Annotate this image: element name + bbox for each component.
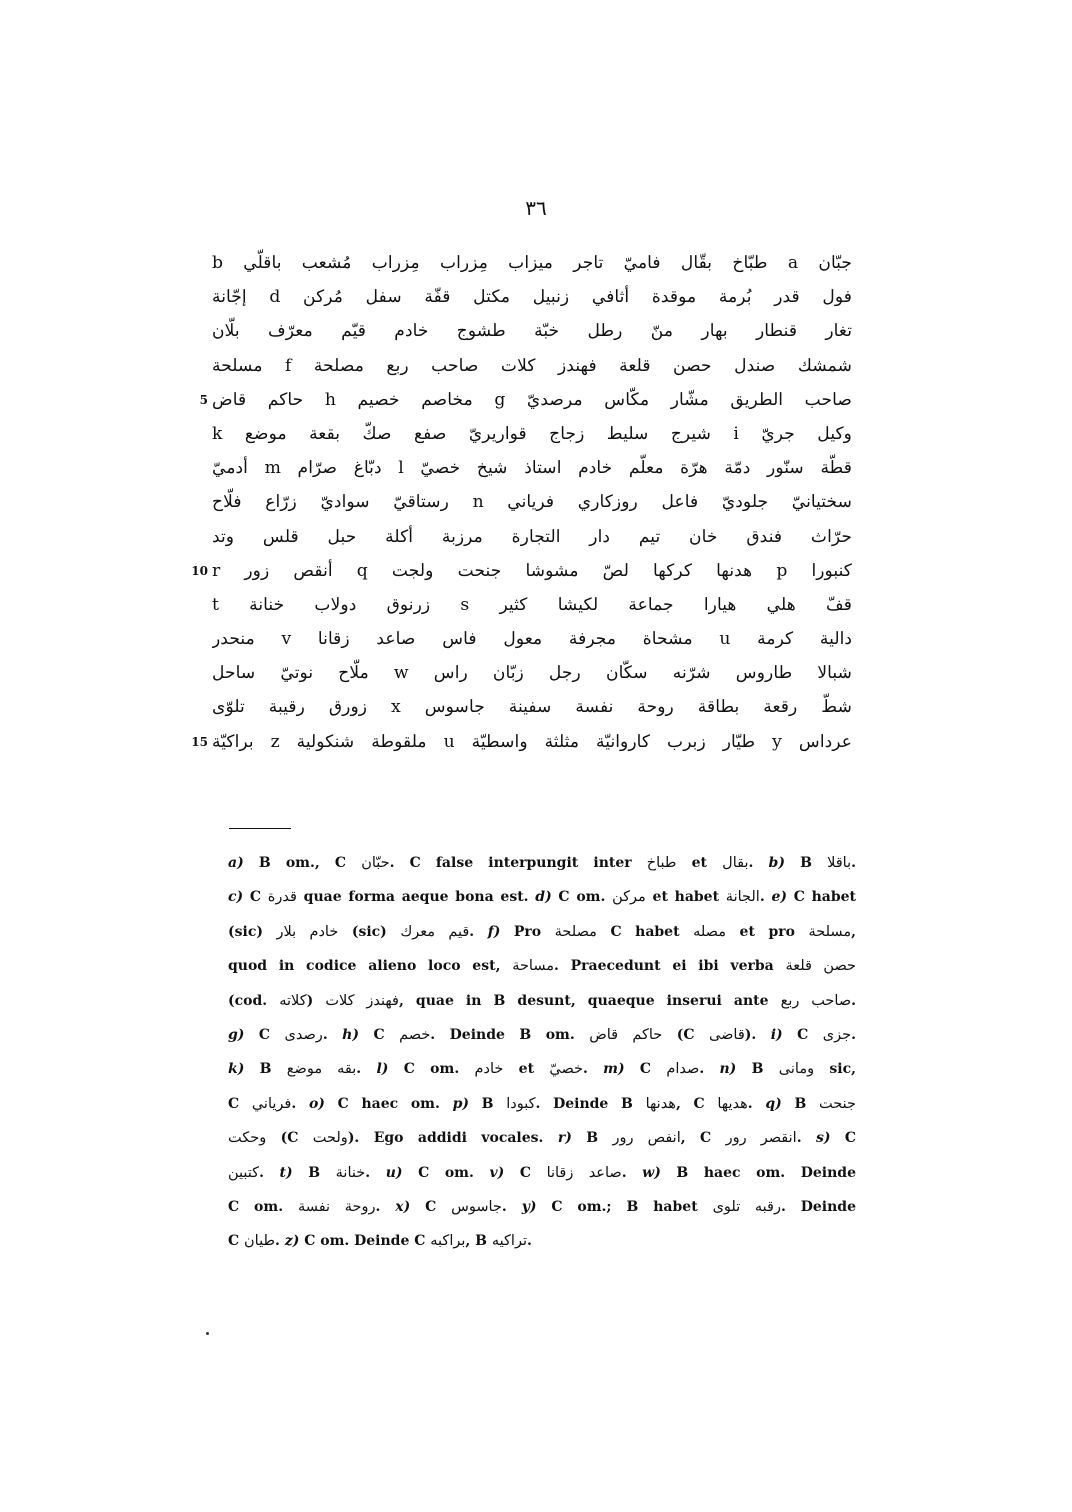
- page-speck: [206, 1332, 209, 1335]
- arabic-term: خصيّ: [549, 1061, 583, 1078]
- note-text: B haec om. Deinde: [660, 1164, 856, 1181]
- arabic-term: ومانى: [778, 1061, 815, 1078]
- note-text: , B: [465, 1233, 492, 1250]
- footnote-marker: x): [395, 1198, 411, 1215]
- footnote-marker: y): [521, 1198, 537, 1215]
- arabic-term: خنانة: [335, 1164, 366, 1181]
- note-text: .: [365, 1164, 386, 1181]
- arabic-term: طباخ: [646, 855, 677, 871]
- note-text: C om.; B habet: [536, 1198, 713, 1215]
- note-text: et pro: [726, 923, 809, 940]
- arabic-term: مصلحة: [554, 923, 597, 940]
- note-text: Pro: [500, 923, 555, 940]
- note-text: .: [851, 992, 856, 1009]
- note-text: C: [228, 1233, 245, 1250]
- footnote-marker: z): [284, 1233, 300, 1250]
- note-text: B: [784, 855, 828, 871]
- text-line: شمشك صندل حصن قلعة فهندز كلات صاحب ربع مصلحة f مسلحة: [212, 355, 852, 376]
- arabic-term: حصن قلعة: [785, 958, 856, 975]
- footnote-marker: c): [228, 889, 244, 906]
- note-text: B: [736, 1061, 779, 1078]
- text-line: قطّة سنّور دمّة هرّة معلّم خادم استاذ شيخ خصيّ l دبّاغ صرّام m أدميّ: [212, 458, 852, 479]
- arabic-term: صاحب ربع: [780, 992, 852, 1009]
- footnote-line: [228, 846, 856, 880]
- arabic-term: بقه موضع: [286, 1061, 357, 1078]
- note-text: .: [759, 889, 772, 906]
- arabic-term: رقبه تلوى: [712, 1198, 781, 1215]
- note-text: . Praecedunt ei ibi verba: [554, 958, 786, 975]
- arabic-term: صدام: [666, 1061, 700, 1078]
- text-line: وكيل جريّ i شيرج سليط زجاج قواريريّ صفع صكّ بقعة موضع k: [212, 423, 852, 444]
- footnote-marker: m): [603, 1061, 625, 1078]
- arabic-term: قاضى: [709, 1026, 745, 1043]
- line-number: 15: [191, 734, 208, 749]
- footnote-marker: n): [719, 1061, 737, 1078]
- note-text: B: [571, 1130, 613, 1147]
- text-line: شبالا طاروس شرّنه سكّان رجل زبّان راس w ملّاح نوتيّ ساحل: [212, 663, 852, 684]
- footnote-line: [228, 880, 856, 914]
- note-text: (cod.: [228, 992, 280, 1009]
- footnote-marker: w): [642, 1164, 661, 1181]
- arabic-term: خادم بلار: [276, 923, 339, 940]
- footnote-line: [228, 1087, 856, 1121]
- note-text: C: [830, 1130, 856, 1147]
- note-text: C: [244, 1026, 285, 1043]
- note-text: .: [747, 1095, 766, 1112]
- arabic-term: انقصر رور: [725, 1130, 797, 1147]
- arabic-term: صاعد زقانا: [546, 1164, 622, 1181]
- footnote-line: [228, 1190, 856, 1224]
- arabic-term: مركن: [612, 889, 646, 906]
- arabic-term: قيم معرك: [400, 923, 470, 940]
- main-arabic-text: [212, 246, 852, 759]
- arabic-term: جاسوس: [451, 1198, 502, 1215]
- note-text: C habet: [596, 923, 694, 940]
- page-number: ٣٦: [525, 196, 547, 220]
- note-text: .: [291, 1095, 309, 1112]
- note-text: sic,: [814, 1061, 856, 1078]
- arabic-term: مساحة: [512, 958, 555, 975]
- note-text: C: [504, 1164, 547, 1181]
- note-text: ).: [744, 1026, 771, 1043]
- text-line: جبّان a طبّاخ بقّال فاميّ تاجر ميزاب مِزراب مِزراب مُشعب باقلّي b: [212, 253, 852, 273]
- note-text: C haec om.: [324, 1095, 453, 1112]
- note-text: quae forma aeque bona est.: [296, 889, 536, 906]
- footnote-marker: g): [228, 1026, 245, 1043]
- footnote-marker: b): [768, 855, 785, 871]
- note-text: .: [748, 855, 769, 871]
- text-line: شطّ رقعة بطاقة روحة نفسة سفينة جاسوس x زورق رقيبة تلوّى: [212, 697, 852, 718]
- arabic-term: جنحت: [819, 1095, 856, 1112]
- text-line: كنبورا p هدنها كركها لصّ مشوشا جنحت ولجت q أنقص زور r: [212, 560, 852, 581]
- footnote-line: [228, 1052, 856, 1086]
- footnote-line: [228, 1121, 856, 1155]
- note-text: C: [228, 1095, 252, 1112]
- note-text: .: [275, 1233, 285, 1250]
- note-text: B: [244, 1061, 287, 1078]
- footnote-divider: [229, 828, 291, 829]
- footnote-marker: e): [771, 889, 787, 906]
- arabic-term: بقال: [722, 855, 749, 871]
- arabic-term: خصم: [399, 1026, 431, 1043]
- note-text: (C: [662, 1026, 709, 1043]
- note-text: , C: [680, 1130, 726, 1147]
- note-text: .: [259, 1164, 280, 1181]
- note-text: C om. Deinde C: [299, 1233, 431, 1250]
- note-text: .: [699, 1061, 720, 1078]
- note-text: .: [501, 1198, 522, 1215]
- arabic-term: فرياني: [251, 1095, 292, 1112]
- arabic-term: باقلا: [827, 855, 852, 871]
- note-text: ). Ego addidi vocales.: [347, 1130, 558, 1147]
- note-text: , quae in B desunt, quaeque inserui ante: [398, 992, 781, 1009]
- note-text: .: [621, 1164, 643, 1181]
- note-text: . Deinde B: [535, 1095, 646, 1112]
- text-line: قفّ هلي هيارا جماعة لكيشا كثير s زرنوق دولاب خنانة t: [212, 594, 852, 615]
- note-text: .: [469, 923, 488, 940]
- note-text: .: [322, 1026, 343, 1043]
- footnote-marker: r): [557, 1130, 572, 1147]
- note-text: (sic): [338, 923, 401, 940]
- text-line: دالية كرمة u مشحاة مجرفة معول فاس صاعد زقانا v منحدر: [212, 629, 852, 650]
- footnote-line: [228, 984, 856, 1018]
- arabic-term: كبودا: [506, 1095, 536, 1112]
- arabic-term: كلاته: [279, 992, 307, 1009]
- footnote-marker: o): [308, 1095, 325, 1112]
- note-text: .: [582, 1061, 604, 1078]
- text-line: صاحب الطريق مشّار مكّاس مرصديّ g مخاصم خصيم h حاكم قاض: [212, 389, 852, 410]
- arabic-term: مسلحة: [808, 923, 852, 940]
- note-text: C: [782, 1026, 823, 1043]
- arabic-term: هديها: [717, 1095, 748, 1112]
- note-text: ,: [851, 923, 856, 940]
- footnote-marker: l): [376, 1061, 389, 1078]
- note-text: B: [292, 1164, 336, 1181]
- text-line: سختيانيّ جلوديّ فاعل روزكاري فرياني n رستاقيّ سواديّ زرّاع فلّاح: [212, 492, 852, 513]
- footnote-marker: h): [342, 1026, 359, 1043]
- footnote-marker: t): [279, 1164, 293, 1181]
- note-text: C om.: [402, 1164, 490, 1181]
- note-text: .: [356, 1061, 377, 1078]
- footnote-marker: a): [228, 855, 244, 871]
- note-text: . Deinde: [780, 1198, 856, 1215]
- arabic-term: خادم: [474, 1061, 504, 1078]
- note-text: et: [503, 1061, 550, 1078]
- arabic-term: فهندز كلات: [325, 992, 399, 1009]
- text-line: عرداس y طيّار زبرب كاروانيّة مثلثة واسطيّة u ملقوطة شنكولية z براكيّة: [212, 731, 852, 752]
- note-text: C: [358, 1026, 400, 1043]
- footnote-line: [228, 1018, 856, 1052]
- arabic-term: روحة نفسة: [297, 1198, 376, 1215]
- note-text: (sic): [228, 923, 277, 940]
- arabic-term: طيان: [244, 1233, 276, 1250]
- arabic-term: حبّان: [361, 855, 390, 871]
- text-line: فول قدر بُرمة موقدة أثافي زنبيل مكتل قفّة سفل مُركن d إجّانة: [212, 287, 852, 308]
- note-text: .: [526, 1233, 532, 1250]
- footnote-marker: i): [770, 1026, 783, 1043]
- footnote-line: [228, 915, 856, 949]
- arabic-term: رصدى: [284, 1026, 323, 1043]
- text-line: تغار قنطار بهار منّ رطل خبّة طشوج خادم قيّم معرّف بلّان: [212, 321, 852, 342]
- note-text: C om.: [228, 1198, 298, 1215]
- arabic-term: كتبين: [228, 1164, 260, 1181]
- footnote-line: [228, 1224, 856, 1258]
- arabic-term: براكبه: [430, 1233, 466, 1250]
- arabic-term: جزى: [822, 1026, 852, 1043]
- footnote-marker: q): [765, 1095, 782, 1112]
- note-text: quod in codice alieno loco est,: [228, 958, 513, 975]
- arabic-term: مصله: [693, 923, 727, 940]
- footnote-marker: k): [228, 1061, 245, 1078]
- footnote-line: [228, 1156, 856, 1190]
- note-text: .: [851, 1026, 856, 1043]
- note-text: ): [306, 992, 326, 1009]
- note-text: C: [624, 1061, 667, 1078]
- note-text: .: [851, 855, 856, 871]
- footnote-marker: p): [452, 1095, 469, 1112]
- footnote-marker: s): [815, 1130, 831, 1147]
- note-text: . Deinde B om.: [430, 1026, 590, 1043]
- line-number: 5: [199, 392, 208, 407]
- note-text: C: [410, 1198, 452, 1215]
- note-text: B: [468, 1095, 507, 1112]
- note-text: .: [796, 1130, 816, 1147]
- footnote-line: [228, 949, 856, 983]
- note-text: C om.: [551, 889, 613, 906]
- footnotes: [228, 846, 856, 1259]
- note-text: C om.: [388, 1061, 475, 1078]
- note-text: C: [243, 889, 268, 906]
- note-text: C habet: [786, 889, 856, 906]
- note-text: .: [375, 1198, 396, 1215]
- footnote-marker: v): [489, 1164, 505, 1181]
- arabic-term: قدرة: [267, 889, 297, 906]
- note-text: . C false interpungit inter: [389, 855, 647, 871]
- note-text: et habet: [645, 889, 726, 906]
- note-text: et: [676, 855, 723, 871]
- arabic-term: حاكم قاض: [589, 1026, 663, 1043]
- footnote-marker: d): [535, 889, 552, 906]
- arabic-term: هدنها: [645, 1095, 676, 1112]
- arabic-term: تراكيه: [491, 1233, 527, 1250]
- note-text: (C: [266, 1130, 313, 1147]
- text-line: حرّاث فندق خان تيم دار التجارة مرزبة أكلة حبل قلس وتد: [212, 526, 852, 547]
- footnote-marker: f): [487, 923, 501, 940]
- arabic-term: وحكت: [228, 1130, 267, 1147]
- line-number: 10: [191, 563, 208, 578]
- note-text: B: [781, 1095, 820, 1112]
- arabic-term: ولحت: [312, 1130, 348, 1147]
- arabic-term: انفص رور: [612, 1130, 681, 1147]
- note-text: B om., C: [243, 855, 362, 871]
- note-text: , C: [675, 1095, 718, 1112]
- footnote-marker: u): [385, 1164, 403, 1181]
- arabic-term: الجانة: [725, 889, 760, 906]
